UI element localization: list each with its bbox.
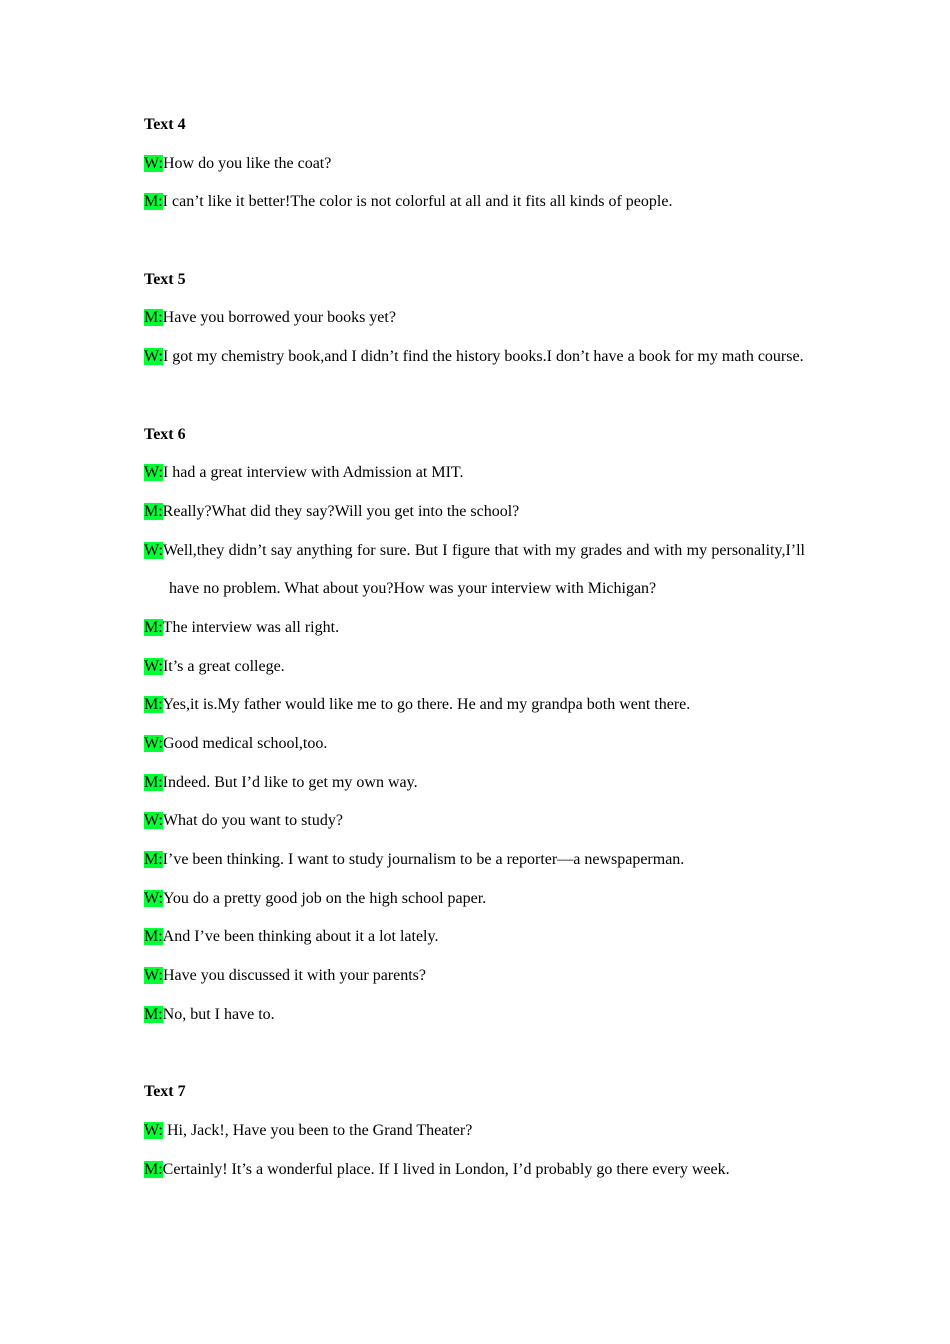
dialogue-text: I can’t like it better!The color is not colorful at all and it fits all kinds of people. [162,193,673,211]
section-heading: Text 4 [144,116,186,133]
section-heading: Text 6 [144,425,186,443]
speaker-label: W: [144,464,163,482]
dialogue-line [144,957,805,996]
section-heading: Text 7 [144,1083,186,1101]
dialogue-text: What do you want to study? [162,812,343,830]
section-gap [144,1035,805,1074]
speaker-label: W: [144,541,163,559]
section-text-6 [144,416,805,1035]
dialogue-line [144,648,805,687]
dialogue-text: Have you borrowed your books yet? [162,309,396,327]
dialogue-text: You do a pretty good job on the high school paper. [162,889,487,907]
dialogue-line [144,338,805,377]
speaker-label: M: [144,1005,163,1023]
speaker-label: W: [144,348,163,366]
dialogue-line [144,686,805,725]
speaker-label: M: [144,773,163,791]
dialogue-line [144,299,805,338]
dialogue-line [144,1151,805,1190]
dialogue-text: Hi, Jack!, Have you been to the Grand Theater? [162,1121,473,1139]
dialogue-text: Well,they didn’t say anything for sure. But I figure that with my grades and with my personality,I’ll have no problem. What about you?How was your interview with Michigan? [162,541,805,598]
dialogue-line [144,841,805,880]
dialogue-text: Good medical school,too. [162,735,328,753]
section-text-4 [144,106,805,222]
dialogue-line [144,454,805,493]
speaker-label: M: [144,193,163,211]
dialogue-text: Really?What did they say?Will you get into the school? [162,502,520,520]
speaker-label: M: [144,696,163,714]
speaker-label: M: [144,851,163,869]
dialogue-text: And I’ve been thinking about it a lot lately. [162,928,439,946]
section-gap [144,222,805,261]
speaker-label: W: [144,967,163,985]
speaker-label: W: [144,735,163,753]
speaker-label: W: [144,154,163,172]
speaker-label: W: [144,1121,163,1139]
speaker-label: M: [144,309,163,327]
dialogue-text: The interview was all right. [162,618,340,636]
speaker-label: M: [144,618,163,636]
speaker-label: M: [144,928,163,946]
speaker-label: M: [144,1160,163,1178]
dialogue-line [144,1112,805,1151]
dialogue-text: No, but I have to. [162,1005,275,1023]
dialogue-text: How do you like the coat? [162,154,332,172]
dialogue-text: I got my chemistry book,and I didn’t find the history books.I don’t have a book for my math course. [162,348,804,366]
section-text-7 [144,1073,805,1189]
section-heading: Text 5 [144,270,186,288]
dialogue-line [144,493,805,532]
dialogue-line [144,996,805,1035]
dialogue-line [144,764,805,803]
dialogue-line [144,802,805,841]
dialogue-line [144,725,805,764]
dialogue-line [144,609,805,648]
speaker-label: M: [144,502,163,520]
dialogue-line [144,532,805,609]
section-gap [144,377,805,416]
speaker-label: W: [144,889,163,907]
section-text-5 [144,261,805,377]
dialogue-text: It’s a great college. [162,657,285,675]
dialogue-text: I had a great interview with Admission at MIT. [162,464,464,482]
dialogue-text: Have you discussed it with your parents? [162,967,427,985]
dialogue-text: I’ve been thinking. I want to study journalism to be a reporter—a newspaperman. [162,851,685,869]
dialogue-line [144,145,805,184]
speaker-label: W: [144,657,163,675]
dialogue-text: Indeed. But I’d like to get my own way. [162,773,418,791]
dialogue-line [144,880,805,919]
speaker-label: W: [144,812,163,830]
dialogue-line [144,918,805,957]
dialogue-text: Yes,it is.My father would like me to go there. He and my grandpa both went there. [162,696,691,714]
dialogue-line [144,183,805,222]
dialogue-text: Certainly! It’s a wonderful place. If I lived in London, I’d probably go there every week. [162,1160,730,1178]
document-body [144,106,805,1189]
